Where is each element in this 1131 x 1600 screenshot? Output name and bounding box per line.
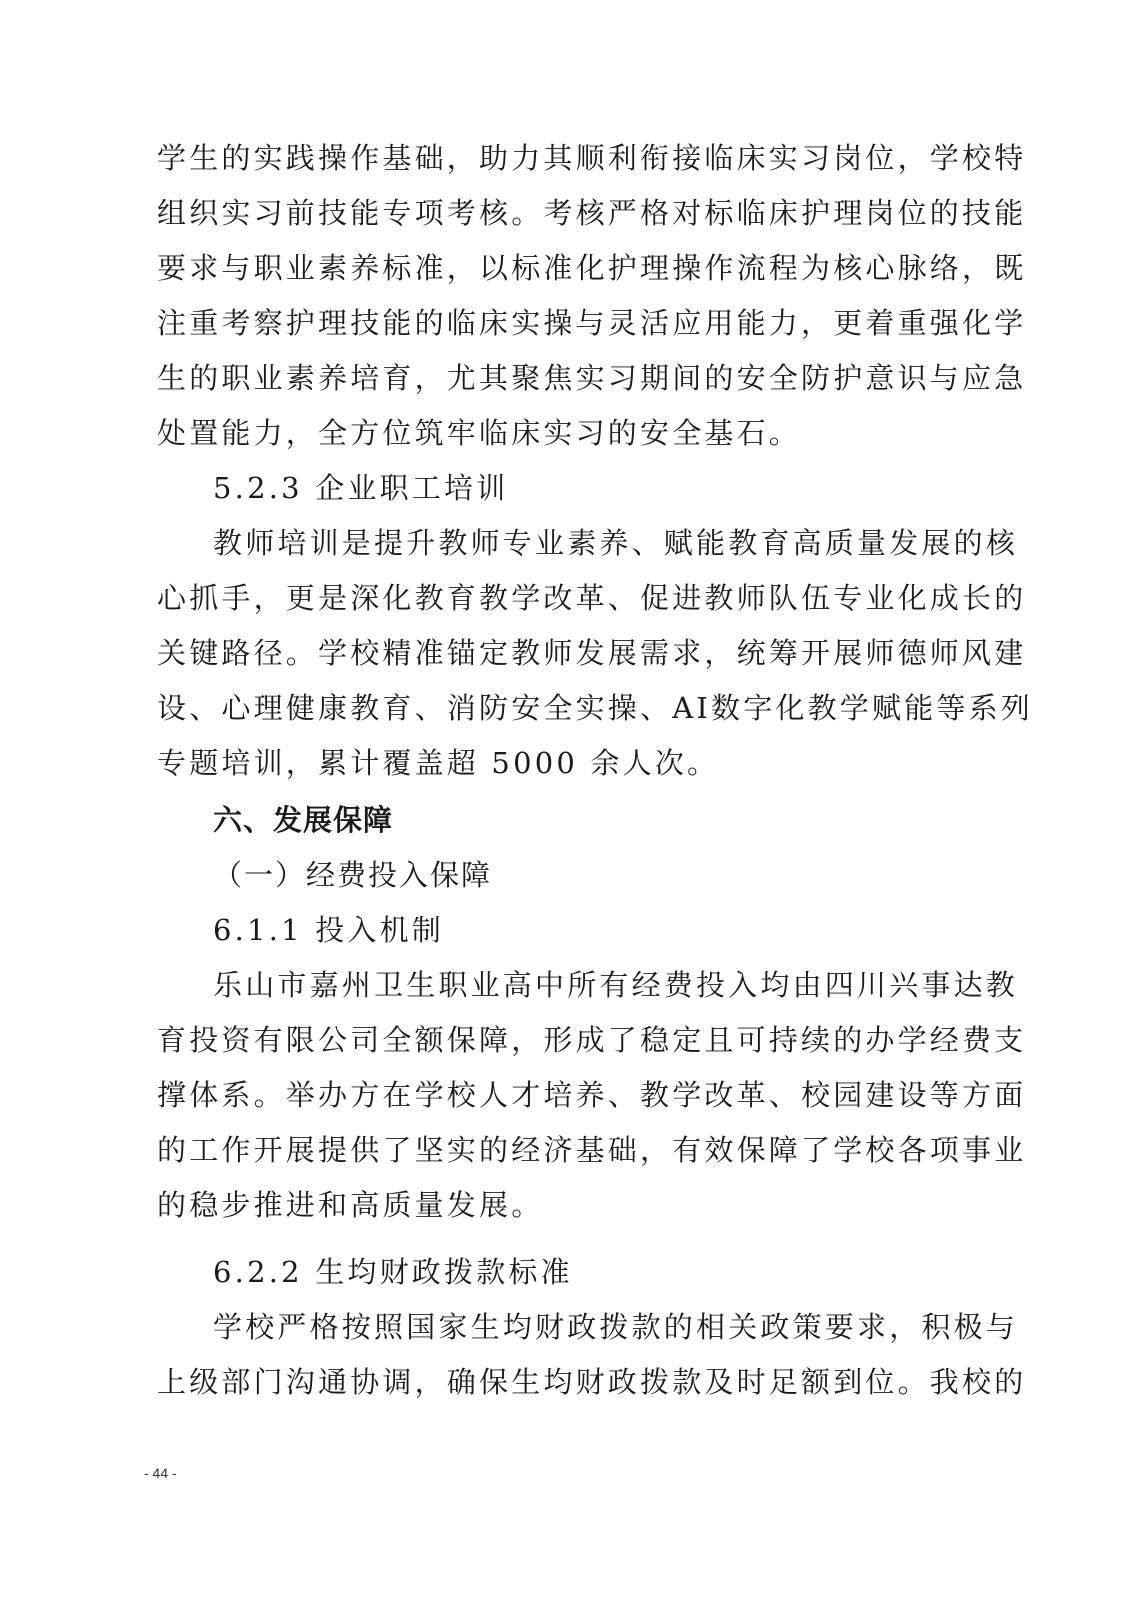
body-text-line: 处置能力，全方位筑牢临床实习的安全基石。 (157, 416, 802, 450)
body-text-line: 学校严格按照国家生均财政拨款的相关政策要求，积极与 (213, 1310, 1019, 1344)
section-heading-5-2-3: 5.2.3 企业职工培训 (213, 471, 509, 505)
body-text-line: 育投资有限公司全额保障，形成了稳定且可持续的办学经费支 (157, 1023, 1027, 1057)
body-text-line: 组织实习前技能专项考核。考核严格对标临床护理岗位的技能 (157, 196, 1027, 230)
body-text-line: 要求与职业素养标准，以标准化护理操作流程为核心脉络，既 (157, 251, 1027, 285)
body-text-line: 生的职业素养培育，尤其聚焦实习期间的安全防护意识与应急 (157, 361, 1027, 395)
body-text-line: 学生的实践操作基础，助力其顺利衔接临床实习岗位，学校特 (157, 141, 1027, 175)
section-heading-6-2-2: 6.2.2 生均财政拨款标准 (213, 1255, 573, 1289)
body-text-line: 的工作开展提供了坚实的经济基础，有效保障了学校各项事业 (157, 1133, 1027, 1167)
chapter-heading-6: 六、发展保障 (213, 803, 394, 837)
body-text-line: 撑体系。举办方在学校人才培养、教学改革、校园建设等方面 (157, 1078, 1027, 1112)
body-text-line: 注重考察护理技能的临床实操与灵活应用能力，更着重强化学 (157, 306, 1027, 340)
sub-heading-6-1: （一）经费投入保障 (213, 858, 493, 892)
body-text-line: 心抓手，更是深化教育教学改革、促进教师队伍专业化成长的 (157, 581, 1027, 615)
body-text-line: 乐山市嘉州卫生职业高中所有经费投入均由四川兴事达教 (213, 968, 1019, 1002)
body-text-line: 的稳步推进和高质量发展。 (157, 1188, 544, 1222)
body-text-line: 专题培训，累计覆盖超 5000 余人次。 (157, 746, 720, 780)
body-text-line: 关键路径。学校精准锚定教师发展需求，统筹开展师德师风建 (157, 636, 1027, 670)
body-text-line: 设、心理健康教育、消防安全实操、AI数字化教学赋能等系列 (157, 691, 1033, 725)
body-text-line: 教师培训是提升教师专业素养、赋能教育高质量发展的核 (213, 526, 1019, 560)
page-number: - 44 - (144, 1465, 177, 1481)
section-heading-6-1-1: 6.1.1 投入机制 (213, 913, 445, 947)
body-text-line: 上级部门沟通协调，确保生均财政拨款及时足额到位。我校的 (157, 1365, 1027, 1399)
